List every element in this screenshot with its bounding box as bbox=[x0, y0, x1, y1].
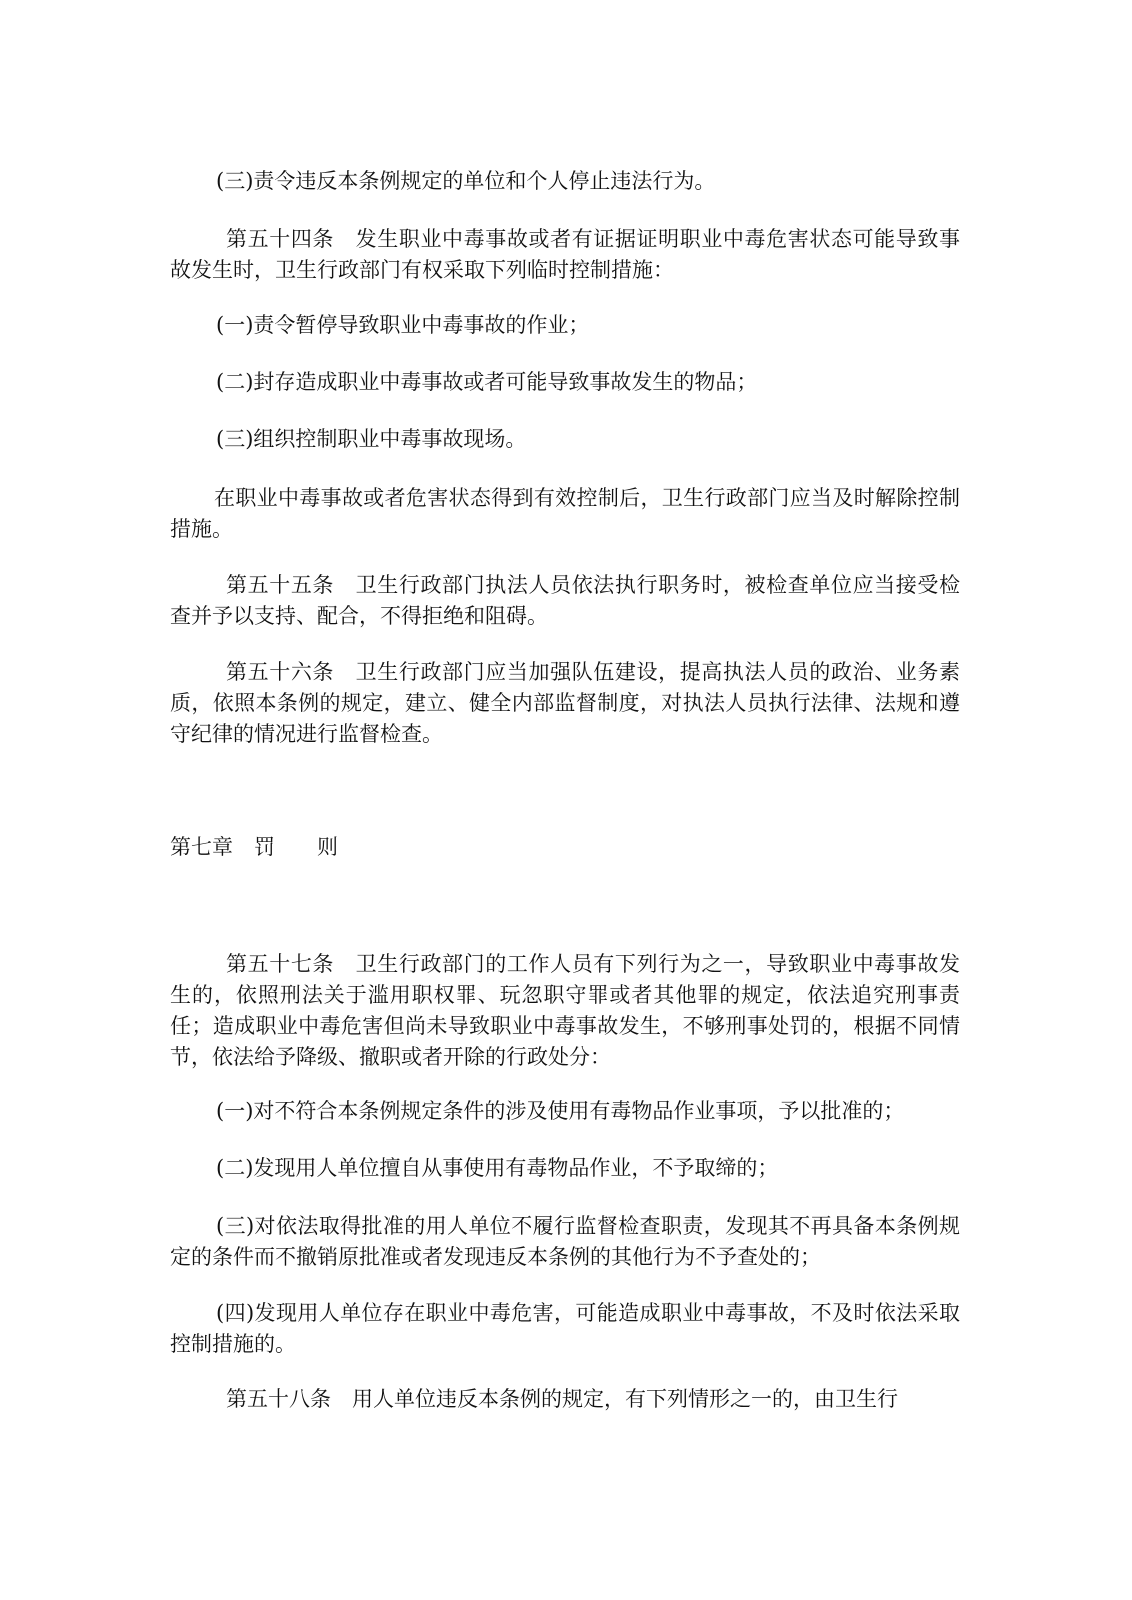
article-54: 第五十四条 发生职业中毒事故或者有证据证明职业中毒危害状态可能导致事故发生时，卫生行政部门有权采取下列临时控制措施： bbox=[170, 227, 960, 282]
paragraph-item-4: (四)发现用人单位存在职业中毒危害，可能造成职业中毒事故，不及时依法采取控制措施的。 bbox=[170, 1301, 960, 1356]
paragraph-item-2: (二)封存造成职业中毒事故或者可能导致事故发生的物品； bbox=[216, 370, 758, 394]
article-55: 第五十五条 卫生行政部门执法人员依法执行职务时，被检查单位应当接受检查并予以支持、配合，不得拒绝和阻碍。 bbox=[170, 573, 960, 628]
paragraph-release-measures: 在职业中毒事故或者危害状态得到有效控制后，卫生行政部门应当及时解除控制措施。 bbox=[170, 486, 960, 541]
chapter-heading: 第七章 罚 则 bbox=[170, 835, 338, 859]
paragraph-item-3b: (三)组织控制职业中毒事故现场。 bbox=[216, 427, 527, 451]
article-57: 第五十七条 卫生行政部门的工作人员有下列行为之一，导致职业中毒事故发生的，依照刑法关于滥用职权罪、玩忽职守罪或者其他罪的规定，依法追究刑事责任；造成职业中毒危害但尚未导致职业中毒事故发生，不够刑事处罚的，根据不同情节，依法给予降级、撤职或者开除的行政处分： bbox=[170, 952, 960, 1069]
paragraph-item-3: (三)责令违反本条例规定的单位和个人停止违法行为。 bbox=[216, 169, 716, 193]
paragraph-item-2b: (二)发现用人单位擅自从事使用有毒物品作业，不予取缔的； bbox=[216, 1156, 779, 1180]
article-56: 第五十六条 卫生行政部门应当加强队伍建设，提高执法人员的政治、业务素质，依照本条例的规定，建立、健全内部监督制度，对执法人员执行法律、法规和遵守纪律的情况进行监督检查。 bbox=[170, 660, 960, 746]
paragraph-item-1: (一)责令暂停导致职业中毒事故的作业； bbox=[216, 313, 590, 337]
paragraph-item-3c: (三)对依法取得批准的用人单位不履行监督检查职责，发现其不再具备本条例规定的条件而不撤销原批准或者发现违反本条例的其他行为不予查处的； bbox=[170, 1214, 960, 1269]
article-58: 第五十八条 用人单位违反本条例的规定，有下列情形之一的，由卫生行 bbox=[226, 1387, 898, 1411]
paragraph-item-1b: (一)对不符合本条例规定条件的涉及使用有毒物品作业事项，予以批准的； bbox=[216, 1099, 905, 1123]
